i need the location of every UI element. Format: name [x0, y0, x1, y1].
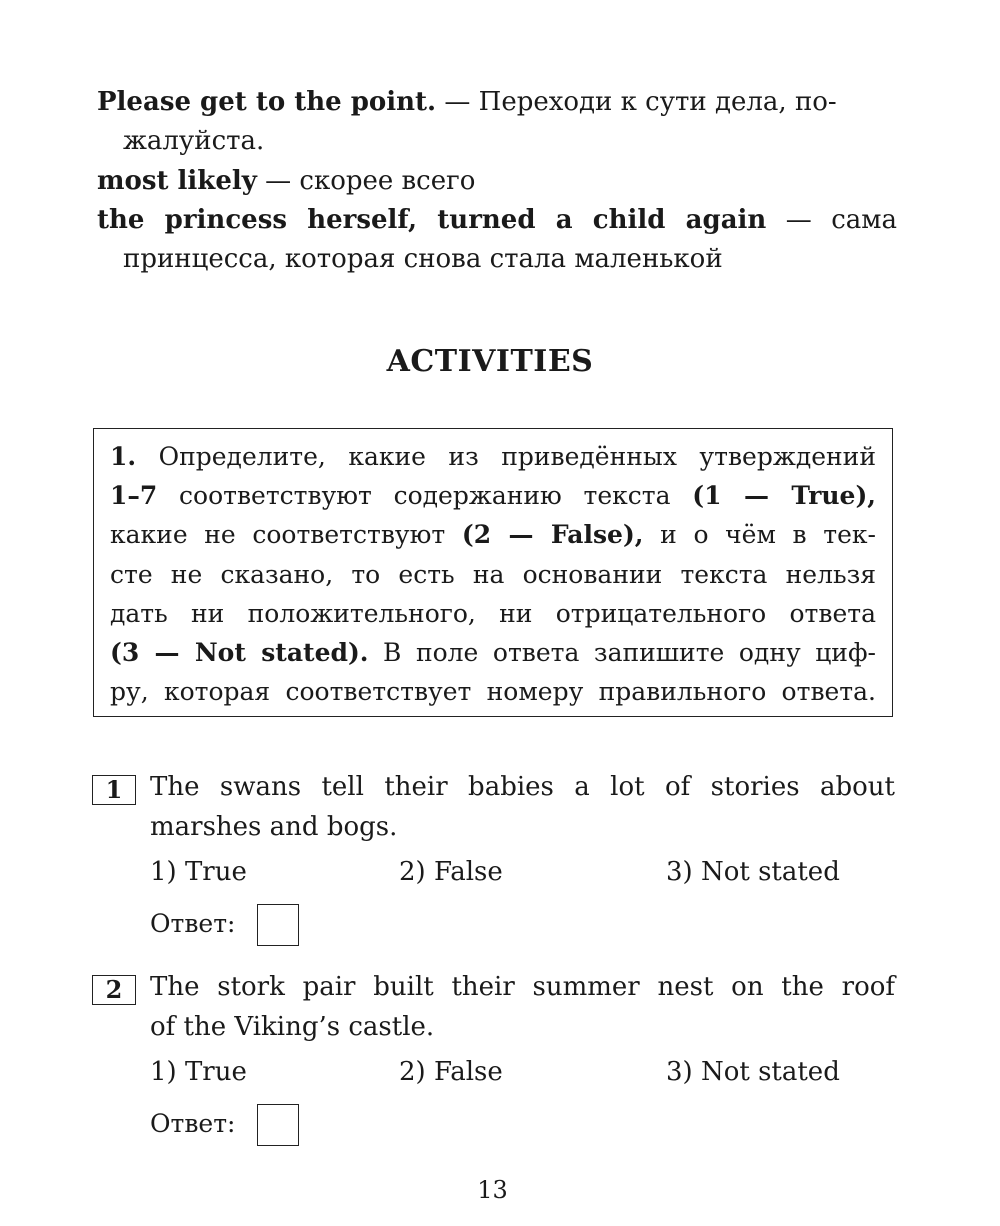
glossary-translation: скорее всего	[299, 166, 476, 196]
option-not-stated: 3) Not stated	[666, 1057, 840, 1087]
glossary-dash: —	[766, 205, 832, 235]
task-line: 1. Определите, какие из приведённых утверждений	[110, 442, 876, 471]
task-line: ру, которая соответствует номеру правильного ответа.	[110, 677, 876, 707]
glossary-translation: Переходи к сути дела, по-	[478, 87, 837, 117]
glossary-translation-continued: жалуйста.	[123, 126, 265, 156]
option-false: 2) False	[399, 857, 503, 887]
question-number-box: 2	[92, 975, 136, 1005]
option-true: 1) True	[150, 1057, 247, 1087]
page-number: 13	[477, 1176, 508, 1204]
glossary-entry	[97, 83, 897, 161]
answer-box[interactable]	[257, 904, 299, 946]
task-line: дать ни положительного, ни отрицательного ответа	[110, 598, 876, 628]
answer-box[interactable]	[257, 1104, 299, 1146]
glossary-dash: —	[256, 166, 300, 196]
task-line: 1–7 соответствуют содержанию текста (1 — True),	[110, 481, 876, 511]
question-text: The stork pair built their summer nest on the roof of the Viking’s castle.	[150, 972, 895, 1042]
task-instructions-box	[93, 428, 893, 717]
glossary-entry	[97, 162, 897, 201]
task-line: (3 — Not stated). В поле ответа запишите одну циф-	[110, 637, 876, 667]
option-not-stated: 3) Not stated	[666, 857, 840, 887]
task-line: сте не сказано, то есть на основании текста нельзя	[110, 559, 876, 589]
answer-label: Ответ:	[150, 909, 236, 938]
glossary-translation: сама	[831, 205, 898, 235]
glossary-translation-continued: принцесса, которая снова стала маленькой	[123, 244, 723, 274]
section-heading: ACTIVITIES	[386, 344, 594, 379]
option-true: 1) True	[150, 857, 247, 887]
glossary-dash: —	[436, 87, 479, 117]
question-text: The swans tell their babies a lot of stories about marshes and bogs.	[150, 772, 895, 842]
answer-label: Ответ:	[150, 1109, 236, 1138]
glossary-term: the princess herself, turned a child again	[97, 205, 767, 235]
option-false: 2) False	[399, 1057, 503, 1087]
glossary-entry	[97, 201, 897, 279]
task-number: 1.	[110, 442, 137, 471]
question-number-box: 1	[92, 775, 136, 805]
task-line: какие не соответствуют (2 — False), и о чём в тек-	[110, 520, 876, 550]
glossary-term: Please get to the point.	[97, 87, 437, 117]
glossary-term: most likely	[97, 166, 257, 196]
